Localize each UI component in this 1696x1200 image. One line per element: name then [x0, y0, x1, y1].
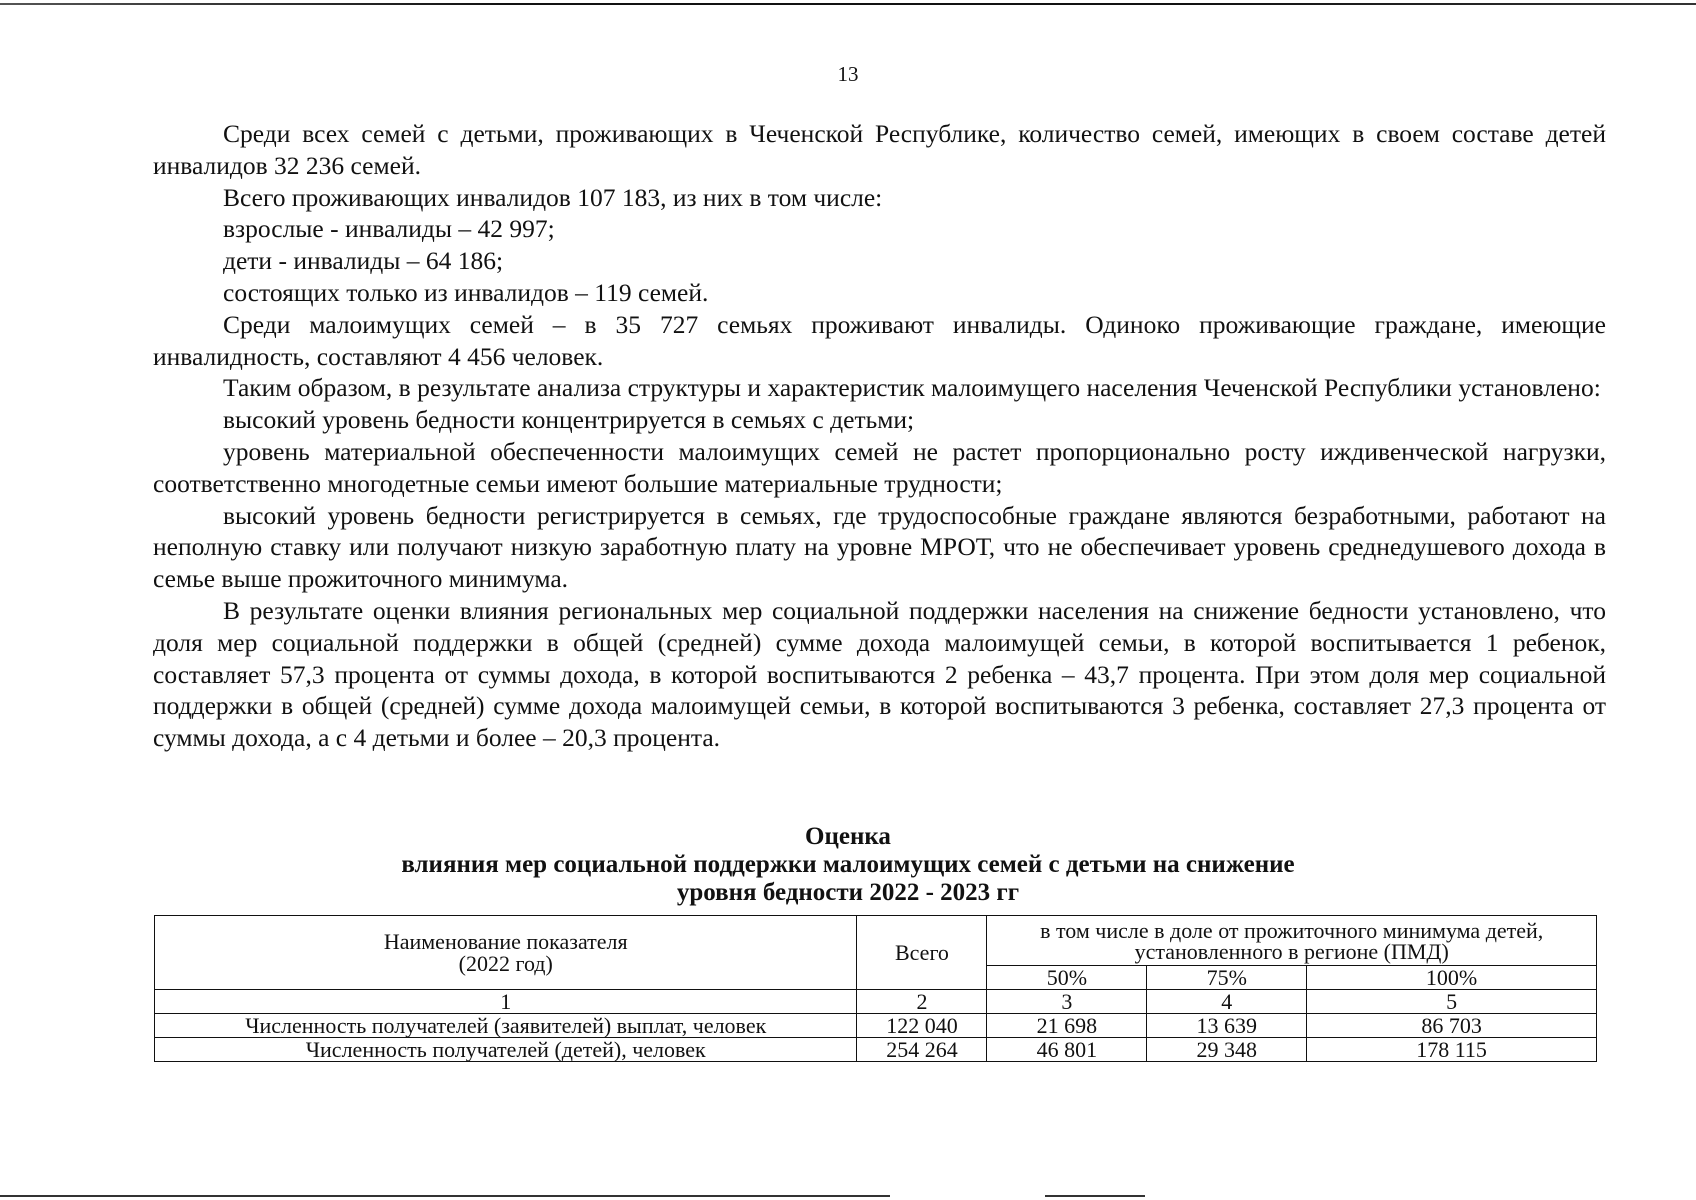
paragraph-families-with-disabled-children: Среди всех семей с детьми, проживающих в Чеченской Республике, количество семей, имеющих в своем составе детей инвалидов 32 236 семей. — [153, 119, 1606, 180]
finding-poverty-children: высокий уровень бедности концентрируется в семьях с детьми; — [223, 405, 915, 435]
scan-bottom-edge-left — [0, 1195, 890, 1197]
header-75-percent: 75% — [1147, 966, 1307, 990]
poverty-assessment-table — [154, 915, 1597, 1062]
paragraph-total-disabled: Всего проживающих инвалидов 107 183, из них в том числе: — [223, 182, 883, 212]
list-item-children: дети - инвалиды – 64 186; — [223, 246, 504, 276]
finding-material-security: уровень материальной обеспеченности малоимущих семей не растет пропорционально росту иждивенческой нагрузки, соответственно многодетные семьи имеют большие материальные трудности; — [153, 436, 1606, 498]
scan-top-edge — [0, 3, 1696, 5]
cell-50-percent: 21 698 — [987, 1014, 1147, 1038]
body-text — [153, 118, 1606, 754]
column-number: 2 — [857, 990, 987, 1014]
header-50-percent: 50% — [987, 966, 1147, 990]
cell-100-percent: 178 115 — [1307, 1038, 1597, 1062]
table-title-line-3: уровня бедности 2022 - 2023 гг — [676, 879, 1020, 906]
cell-75-percent: 29 348 — [1147, 1038, 1307, 1062]
row-label: Численность получателей (заявителей) выплат, человек — [155, 1014, 857, 1038]
column-number: 4 — [1147, 990, 1307, 1014]
table-title-line-2: влияния мер социальной поддержки малоимущих семей с детьми на снижение — [401, 851, 1295, 878]
column-number: 3 — [987, 990, 1147, 1014]
table-row — [155, 1038, 1597, 1062]
scan-bottom-edge-right — [1045, 1195, 1145, 1197]
finding-unemployment: высокий уровень бедности регистрируется в семьях, где трудоспособные граждане являются безработными, работают на неполную ставку или получают низкую заработную плату на уровне МРОТ, что не обеспечивает уровень среднедушевого дохода в семье выше прожиточного минимума. — [153, 500, 1606, 594]
header-pmd-group: в том числе в доле от прожиточного минимума детей, установленного в регионе (ПМД) — [987, 916, 1597, 966]
header-total: Всего — [857, 916, 987, 990]
cell-50-percent: 46 801 — [987, 1038, 1147, 1062]
paragraph-support-measures: В результате оценки влияния региональных мер социальной поддержки населения на снижение бедности установлено, что доля мер социальной поддержки в общей (средней) сумме дохода малоимущей семьи, в которой воспитывается 1 ребенок, составляет 57,3 процента от суммы дохода, в которой воспитываются 2 ребенка – 43,7 процента. При этом доля мер социальной поддержки в общей (средней) сумме дохода малоимущей семьи, в которой воспитываются 3 ребенка, составляет 27,3 процента от суммы дохода, а с 4 детьми и более – 20,3 процента. — [153, 595, 1606, 753]
paragraph-low-income-disabled: Среди малоимущих семей – в 35 727 семьях проживают инвалиды. Одиноко проживающие граждане, имеющие инвалидность, составляют 4 456 человек. — [153, 309, 1606, 371]
table-row — [155, 1014, 1597, 1038]
column-number: 5 — [1307, 990, 1597, 1014]
table-title-line-1: Оценка — [805, 823, 891, 850]
row-label: Численность получателей (детей), человек — [155, 1038, 857, 1062]
list-item-adults: взрослые - инвалиды – 42 997; — [223, 214, 555, 244]
cell-100-percent: 86 703 — [1307, 1014, 1597, 1038]
page-number: 13 — [837, 62, 859, 86]
header-indicator-name: Наименование показателя (2022 год) — [155, 916, 857, 990]
header-100-percent: 100% — [1307, 966, 1597, 990]
cell-total: 254 264 — [857, 1038, 987, 1062]
table-title — [0, 823, 1696, 907]
cell-total: 122 040 — [857, 1014, 987, 1038]
list-item-only-disabled: состоящих только из инвалидов – 119 семей. — [223, 277, 709, 307]
table-numbering-row — [155, 990, 1597, 1014]
column-number: 1 — [155, 990, 857, 1014]
paragraph-analysis-conclusion: Таким образом, в результате анализа структуры и характеристик малоимущего населения Чеченской Республики установлено: — [223, 373, 1601, 403]
cell-75-percent: 13 639 — [1147, 1014, 1307, 1038]
